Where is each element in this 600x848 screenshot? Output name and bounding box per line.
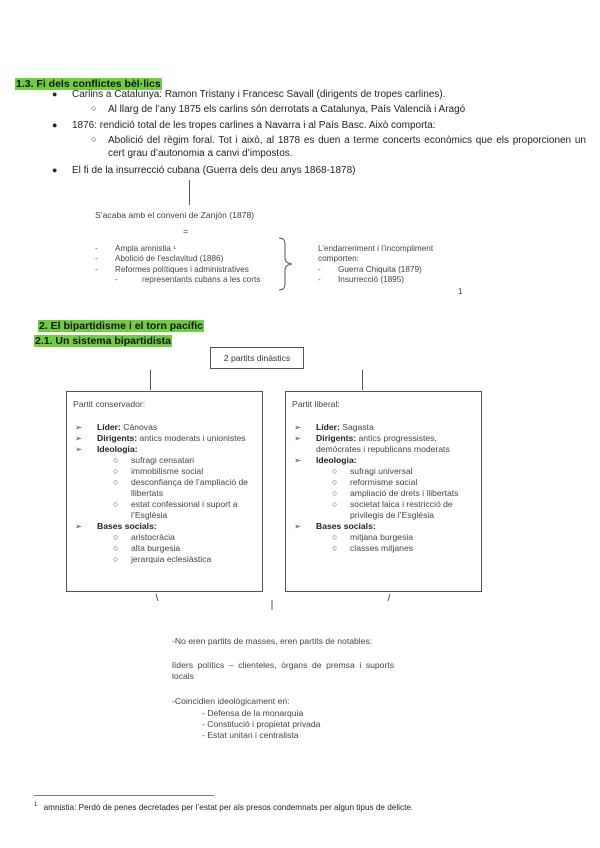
connector-line [150, 370, 151, 390]
circle-bullet-icon: ○ [91, 103, 97, 113]
cuba-right-list [318, 265, 422, 286]
sub-bullet-1875: Al llarg de l’any 1875 els carlins són derrotats a Catalunya, País Valencià i Aragó [108, 104, 466, 115]
bases-row: ➢ Bases socials: [75, 521, 157, 531]
list-item: ○ mitjana burgesia [332, 532, 414, 542]
list-item: ○ societat laica i restricció de privilegis de l’Església [332, 499, 453, 520]
list-item: ○ reformisme social [332, 477, 418, 487]
common-text-3: -Coincidien ideològicament en: [172, 696, 290, 706]
list-item: ○ alta burgesia [113, 543, 181, 553]
conservative-box [66, 391, 263, 592]
footnote-separator [34, 795, 214, 796]
list-item: - Insurrecció (1895) [318, 275, 404, 285]
common-list [202, 708, 320, 741]
footnote-ref: 1 [458, 287, 463, 296]
lider-row: ➢ Líder: Sagasta [294, 422, 374, 432]
circle-bullet-icon: ○ [91, 134, 97, 144]
bullet-carlins: Carlins a Catalunya: Ramon Tristany i Francesc Savall (dirigents de tropes carlines). [72, 89, 446, 100]
bullet-cuba: El fi de la insurrecció cubana (Guerra dels deu anys 1868-1878) [72, 165, 356, 176]
liberal-box [285, 391, 482, 592]
list-item: - Abolició de l’esclavitud (1886) [95, 254, 224, 264]
list-item: - Reformes polítiques i administratives [95, 264, 249, 274]
list-item: - Guerra Chiquita (1879) [318, 265, 422, 274]
conservative-title: Partit conservador: [73, 399, 146, 409]
brace-icon [276, 236, 298, 292]
section-heading-2: 2. El bipartidisme i el torn pacífic [39, 320, 203, 332]
list-item: ○ sufragi censatari [113, 455, 195, 465]
list-item: - Ampla amnistia ¹ [95, 244, 176, 253]
bullet-1876: 1876: rendició total de les tropes carlines a Navarra i al País Basc. Això comporta: [72, 120, 436, 131]
sub-bullet-foral: Abolició del règim foral. Tot i això, al 1878 es duen a terme concerts econòmics que els proporcionen un cert grau d’autonomia a canvi d’impostos. [108, 135, 586, 159]
list-item: ○ classes mitjanes [332, 543, 414, 553]
list-item: - Estat unitari i centralista [202, 730, 299, 740]
list-item: ○ sufragi universal [332, 466, 413, 476]
connector-line [189, 180, 190, 205]
list-item: ○ aristocràcia [113, 532, 175, 542]
cuba-right-head: L’endarreriment i l’incompliment comporten: [318, 244, 434, 264]
top-box-label: 2 partits dinàstics [223, 353, 291, 363]
top-box [210, 347, 304, 369]
bullet-icon: ● [52, 165, 58, 175]
ideologia-row: ➢ Ideologia: [294, 455, 357, 465]
footnote [34, 802, 413, 812]
list-item: ○ estat confessional i suport a l’Església [113, 499, 238, 520]
list-item: ○ desconfiança de l’ampliació de llibertats [113, 477, 249, 498]
equals-sign: = [183, 226, 189, 236]
connector-lines [140, 592, 410, 614]
list-item: ○ jerarquia eclesiàstica [113, 554, 212, 564]
common-text-2: líders polítics – clienteles, òrgans de premsa i suports locals [172, 660, 394, 681]
lider-row: ➢ Líder: Cánovas [75, 422, 158, 432]
cuba-left-list [95, 244, 280, 286]
bullet-icon: ● [52, 89, 58, 99]
dirigents-row: ➢ Dirigents: antics moderats i unionistes [75, 433, 246, 443]
dirigents-row: ➢ Dirigents: antics progressistes, demòcrates i republicans moderats [294, 433, 450, 454]
footnote-mark: 1 [34, 802, 38, 808]
list-item: ○ immobilisme social [113, 466, 204, 476]
ideologia-row: ➢ Ideologia: [75, 444, 138, 454]
footnote-text: amnistia: Perdó de penes decretades per l’estat per als presos condemnats per algun tipus de delicte. [43, 802, 414, 812]
list-item: ○ ampliació de drets i llibertats [332, 488, 459, 498]
bases-row: ➢ Bases socials: [294, 521, 376, 531]
section-heading-2-1: 2.1. Un sistema bipartidista [35, 335, 171, 347]
connector-line [362, 370, 363, 390]
zanjon-text: S’acaba amb el conveni de Zanjón (1878) [95, 210, 255, 220]
liberal-title: Partit liberal: [292, 399, 340, 409]
list-item: - Defensa de la monarquia [202, 708, 304, 718]
bullet-icon: ● [52, 120, 58, 130]
section-heading-1-3: 1.3. Fi dels conflictes bèl·lics [16, 78, 161, 90]
common-text-1: -No eren partits de masses, eren partits de notables: [172, 636, 373, 646]
list-item: - Constitució i propietat privada [202, 719, 321, 729]
list-item: - representants cubans a les corts [115, 275, 261, 285]
